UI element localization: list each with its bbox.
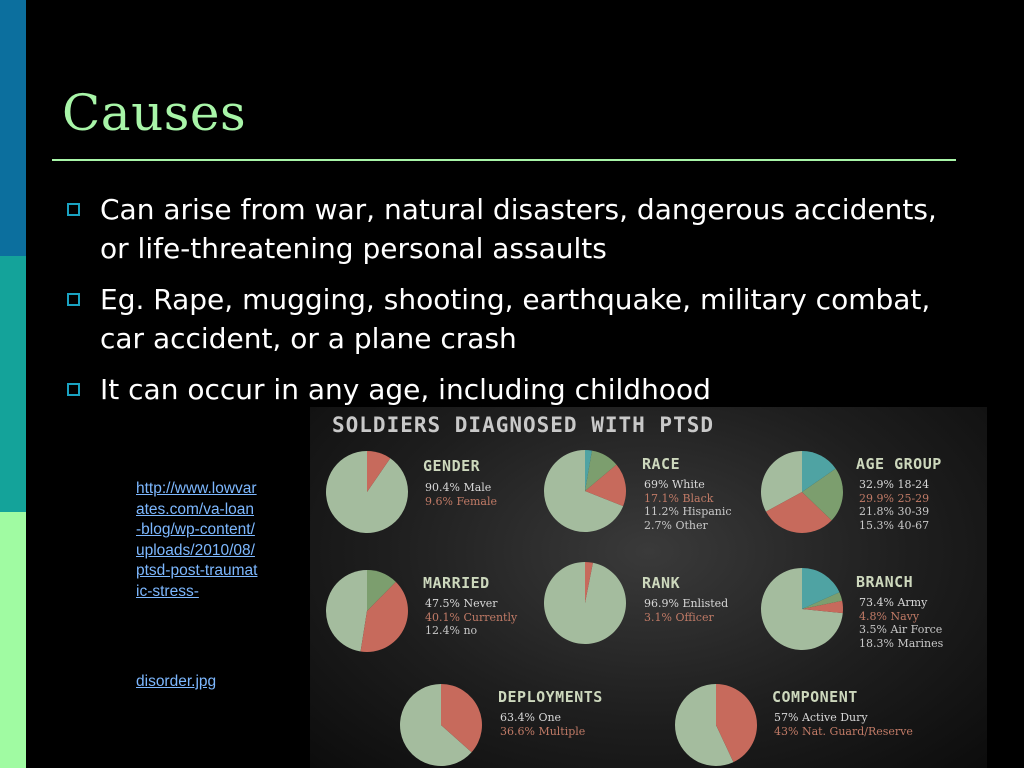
legend-entry: 57% Active Dury — [774, 711, 868, 724]
bullet-text: It can occur in any age, including childhood — [100, 373, 711, 406]
legend-entry: 12.4% no — [425, 624, 478, 637]
pie-heading: DEPLOYMENTS — [498, 688, 603, 706]
bullet-text: Eg. Rape, mugging, shooting, earthquake, military combat, car accident, or a plane crash — [100, 283, 931, 355]
pie-chart-deployments — [398, 682, 484, 768]
legend-entry: 32.9% 18-24 — [859, 478, 930, 491]
pie-chart-race — [542, 448, 628, 534]
pie-heading: RANK — [642, 574, 681, 592]
legend-entry: 96.9% Enlisted — [644, 597, 729, 610]
square-bullet-icon — [67, 383, 80, 396]
legend-entry: 29.9% 25-29 — [859, 491, 930, 505]
pie-chart-branch — [759, 566, 845, 652]
pie-chart-married — [324, 568, 410, 654]
sidebar-stripe-teal — [0, 256, 26, 512]
pie-heading: COMPONENT — [772, 688, 858, 706]
source-link-end[interactable]: disorder.jpg — [136, 673, 217, 690]
title-divider — [52, 159, 956, 161]
bullet-item — [64, 190, 944, 268]
legend-entry: 63.4% One — [500, 711, 562, 724]
sidebar-stripe-green — [0, 512, 26, 768]
pie-heading: BRANCH — [856, 573, 914, 591]
square-bullet-icon — [67, 203, 80, 216]
pie-heading: GENDER — [423, 457, 481, 475]
infographic-title: SOLDIERS DIAGNOSED WITH PTSD — [332, 413, 715, 437]
bullet-item — [64, 280, 944, 358]
legend-entry: 69% White — [644, 478, 705, 491]
ptsd-infographic — [310, 407, 987, 768]
legend-entry: 9.6% Female — [425, 494, 497, 508]
legend-entry: 17.1% Black — [644, 491, 714, 505]
pie-legend — [774, 711, 913, 738]
pie-legend — [644, 597, 728, 624]
pie-chart-age-group — [759, 449, 845, 535]
pie-heading: MARRIED — [423, 574, 490, 592]
square-bullet-icon — [67, 293, 80, 306]
legend-entry: 11.2% Hispanic — [644, 505, 732, 518]
pie-legend — [644, 478, 732, 532]
legend-entry: 47.5% Never — [425, 597, 498, 610]
legend-entry: 4.8% Navy — [859, 609, 920, 623]
legend-entry: 2.7% Other — [644, 518, 708, 532]
legend-entry: 3.5% Air Force — [859, 623, 943, 636]
pie-heading: RACE — [642, 455, 681, 473]
legend-entry: 21.8% 30-39 — [859, 505, 930, 518]
pie-heading: AGE GROUP — [856, 455, 942, 473]
pie-legend — [425, 481, 497, 508]
pie-legend — [500, 711, 585, 738]
legend-entry: 15.3% 40-67 — [859, 518, 930, 532]
sidebar-stripe — [0, 0, 26, 768]
legend-entry: 36.6% Multiple — [500, 724, 586, 738]
pie-legend — [425, 597, 517, 638]
bullet-text: Can arise from war, natural disasters, dangerous accidents, or life-threatening personal assaults — [100, 193, 937, 265]
pie-chart-gender — [324, 449, 410, 535]
bullet-list — [64, 190, 944, 421]
pie-legend — [859, 596, 943, 650]
legend-entry: 3.1% Officer — [644, 610, 714, 624]
pie-chart-component — [673, 682, 759, 768]
legend-entry: 90.4% Male — [425, 481, 492, 494]
pie-slice — [326, 570, 367, 651]
pie-chart-rank — [542, 560, 628, 646]
legend-entry: 40.1% Currently — [425, 610, 518, 624]
legend-entry: 18.3% Marines — [859, 636, 944, 650]
slide-title: Causes — [62, 84, 247, 142]
legend-entry: 73.4% Army — [859, 596, 928, 609]
legend-entry: 43% Nat. Guard/Reserve — [774, 724, 913, 738]
bullet-item — [64, 370, 944, 409]
sidebar-stripe-blue — [0, 0, 26, 256]
pie-legend — [859, 478, 929, 532]
source-link[interactable]: http://www.lowvarates.com/va-loan-blog/wp-content/uploads/2010/08/ptsd-post-traumatic-stress- — [136, 480, 258, 600]
